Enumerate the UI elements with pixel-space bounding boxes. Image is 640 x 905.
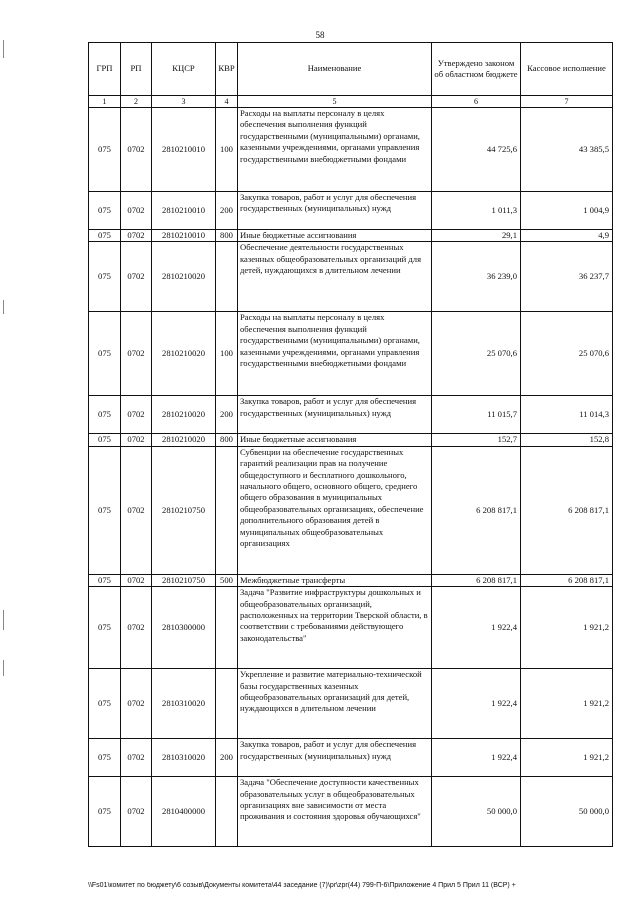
- column-number: 7: [521, 96, 613, 108]
- cell-gpp: 075: [89, 446, 121, 574]
- col-header-rp: РП: [121, 43, 152, 96]
- header-row: [89, 43, 613, 96]
- cell-name: Расходы на выплаты персоналу в целях обеспечения выполнения функций государственными (муниципальными) органами, казенными учреждениями, органами управления государственными внебюджетными фондами: [238, 108, 432, 192]
- cell-kvr: 800: [216, 230, 238, 242]
- cell-rp: 0702: [121, 739, 152, 777]
- table-row: [89, 574, 613, 586]
- cell-gpp: 075: [89, 574, 121, 586]
- cell-kvr: 200: [216, 739, 238, 777]
- budget-table: [88, 42, 613, 847]
- cell-cash: 11 014,3: [521, 396, 613, 434]
- cell-kcsr: 2810300000: [152, 587, 216, 669]
- table-row: [89, 242, 613, 312]
- cell-gpp: 075: [89, 739, 121, 777]
- table-row: [89, 108, 613, 192]
- cell-rp: 0702: [121, 312, 152, 396]
- cell-cash: 6 208 817,1: [521, 574, 613, 586]
- cell-approved: 1 922,4: [432, 587, 521, 669]
- cell-name: Задача "Развитие инфраструктуры дошкольных и общеобразовательных организаций, расположенных на территории Тверской области, в соответствии с требованиями действующего законодательства": [238, 587, 432, 669]
- table-row: [89, 396, 613, 434]
- column-number: 2: [121, 96, 152, 108]
- cell-kvr: 800: [216, 434, 238, 446]
- table-row: [89, 230, 613, 242]
- cell-gpp: 075: [89, 434, 121, 446]
- cell-rp: 0702: [121, 446, 152, 574]
- table-row: [89, 587, 613, 669]
- cell-approved: 6 208 817,1: [432, 446, 521, 574]
- column-number: 4: [216, 96, 238, 108]
- cell-approved: 1 922,4: [432, 669, 521, 739]
- cell-kcsr: 2810210010: [152, 192, 216, 230]
- col-header-kvr: КВР: [216, 43, 238, 96]
- cell-rp: 0702: [121, 230, 152, 242]
- cell-rp: 0702: [121, 669, 152, 739]
- cell-gpp: 075: [89, 108, 121, 192]
- cell-rp: 0702: [121, 434, 152, 446]
- cell-kvr: [216, 777, 238, 847]
- cell-cash: 43 385,5: [521, 108, 613, 192]
- cell-name: Расходы на выплаты персоналу в целях обеспечения выполнения функций государственными (муниципальными) органами, казенными учреждениями, органами управления государственными внебюджетными фондами: [238, 312, 432, 396]
- cell-name: Иные бюджетные ассигнования: [238, 434, 432, 446]
- column-number: 5: [238, 96, 432, 108]
- table-row: [89, 739, 613, 777]
- cell-gpp: 075: [89, 312, 121, 396]
- cell-gpp: 075: [89, 242, 121, 312]
- cell-kcsr: 2810310020: [152, 669, 216, 739]
- cell-rp: 0702: [121, 574, 152, 586]
- col-header-gpp: ГРП: [89, 43, 121, 96]
- margin-mark: [3, 610, 4, 630]
- page-number: 58: [315, 30, 325, 40]
- cell-kvr: [216, 446, 238, 574]
- cell-approved: 152,7: [432, 434, 521, 446]
- cell-kcsr: 2810210010: [152, 108, 216, 192]
- cell-approved: 11 015,7: [432, 396, 521, 434]
- cell-name: Задача "Обеспечение доступности качественных образовательных услуг в общеобразовательных организациях вне зависимости от места проживания и состояния здоровья обучающихся": [238, 777, 432, 847]
- table-row: [89, 446, 613, 574]
- col-header-name: Наименование: [238, 43, 432, 96]
- table-row: [89, 312, 613, 396]
- cell-approved: 1 922,4: [432, 739, 521, 777]
- cell-kvr: [216, 669, 238, 739]
- cell-kcsr: 2810210750: [152, 446, 216, 574]
- cell-kvr: 500: [216, 574, 238, 586]
- cell-name: Межбюджетные трансферты: [238, 574, 432, 586]
- cell-rp: 0702: [121, 108, 152, 192]
- cell-name: Иные бюджетные ассигнования: [238, 230, 432, 242]
- margin-mark: [3, 300, 4, 314]
- margin-mark: [3, 660, 4, 676]
- cell-name: Закупка товаров, работ и услуг для обеспечения государственных (муниципальных) нужд: [238, 192, 432, 230]
- col-header-cash: Кассовое исполнение: [521, 43, 613, 96]
- cell-approved: 1 011,3: [432, 192, 521, 230]
- cell-approved: 36 239,0: [432, 242, 521, 312]
- cell-approved: 29,1: [432, 230, 521, 242]
- cell-gpp: 075: [89, 777, 121, 847]
- cell-kcsr: 2810310020: [152, 739, 216, 777]
- footer-file-path: \\Fs01\комитет по бюджету\6 созыв\Документы комитета\44 заседание (7)\pr\zpr(44) 799-П-6\Приложение 4 Прил 5 Прил 11 (ВСР) +: [88, 882, 516, 889]
- cell-kcsr: 2810210010: [152, 230, 216, 242]
- cell-kcsr: 2810210750: [152, 574, 216, 586]
- cell-gpp: 075: [89, 396, 121, 434]
- cell-cash: 1 004,9: [521, 192, 613, 230]
- cell-approved: 6 208 817,1: [432, 574, 521, 586]
- cell-rp: 0702: [121, 242, 152, 312]
- cell-kcsr: 2810210020: [152, 312, 216, 396]
- cell-kvr: [216, 587, 238, 669]
- cell-approved: 25 070,6: [432, 312, 521, 396]
- margin-mark: [3, 40, 4, 58]
- column-number: 6: [432, 96, 521, 108]
- cell-kvr: 100: [216, 108, 238, 192]
- cell-approved: 44 725,6: [432, 108, 521, 192]
- cell-gpp: 075: [89, 192, 121, 230]
- cell-rp: 0702: [121, 396, 152, 434]
- cell-kcsr: 2810210020: [152, 396, 216, 434]
- table-row: [89, 777, 613, 847]
- cell-kvr: [216, 242, 238, 312]
- column-number: 1: [89, 96, 121, 108]
- cell-cash: 1 921,2: [521, 669, 613, 739]
- cell-name: Закупка товаров, работ и услуг для обеспечения государственных (муниципальных) нужд: [238, 396, 432, 434]
- cell-rp: 0702: [121, 587, 152, 669]
- col-header-kcsr: КЦСР: [152, 43, 216, 96]
- table-row: [89, 669, 613, 739]
- cell-cash: 25 070,6: [521, 312, 613, 396]
- cell-rp: 0702: [121, 192, 152, 230]
- cell-cash: 1 921,2: [521, 587, 613, 669]
- cell-rp: 0702: [121, 777, 152, 847]
- table-row: [89, 192, 613, 230]
- cell-cash: 50 000,0: [521, 777, 613, 847]
- cell-cash: 4,9: [521, 230, 613, 242]
- col-header-approved: Утверждено законом об областном бюджете: [432, 43, 521, 96]
- table-row: [89, 434, 613, 446]
- cell-cash: 152,8: [521, 434, 613, 446]
- cell-cash: 1 921,2: [521, 739, 613, 777]
- column-number: 3: [152, 96, 216, 108]
- cell-name: Субвенции на обеспечение государственных гарантий реализации прав на получение общедоступного и бесплатного дошкольного, начального общего, основного общего, среднего общего образования в муниципальных общеобразовательных организациях, обеспечение дополнительного образования детей в муниципальных общеобразовательных организациях: [238, 446, 432, 574]
- cell-name: Обеспечение деятельности государственных казенных общеобразовательных организаций для детей, нуждающихся в длительном лечении: [238, 242, 432, 312]
- cell-kcsr: 2810400000: [152, 777, 216, 847]
- cell-kvr: 100: [216, 312, 238, 396]
- cell-gpp: 075: [89, 669, 121, 739]
- cell-approved: 50 000,0: [432, 777, 521, 847]
- cell-cash: 6 208 817,1: [521, 446, 613, 574]
- cell-gpp: 075: [89, 230, 121, 242]
- cell-gpp: 075: [89, 587, 121, 669]
- cell-name: Закупка товаров, работ и услуг для обеспечения государственных (муниципальных) нужд: [238, 739, 432, 777]
- cell-kcsr: 2810210020: [152, 242, 216, 312]
- cell-kvr: 200: [216, 192, 238, 230]
- cell-kvr: 200: [216, 396, 238, 434]
- cell-name: Укрепление и развитие материально-технической базы государственных казенных общеобразовательных организаций для детей, нуждающихся в длительном лечении: [238, 669, 432, 739]
- column-number-row: [89, 96, 613, 108]
- cell-cash: 36 237,7: [521, 242, 613, 312]
- cell-kcsr: 2810210020: [152, 434, 216, 446]
